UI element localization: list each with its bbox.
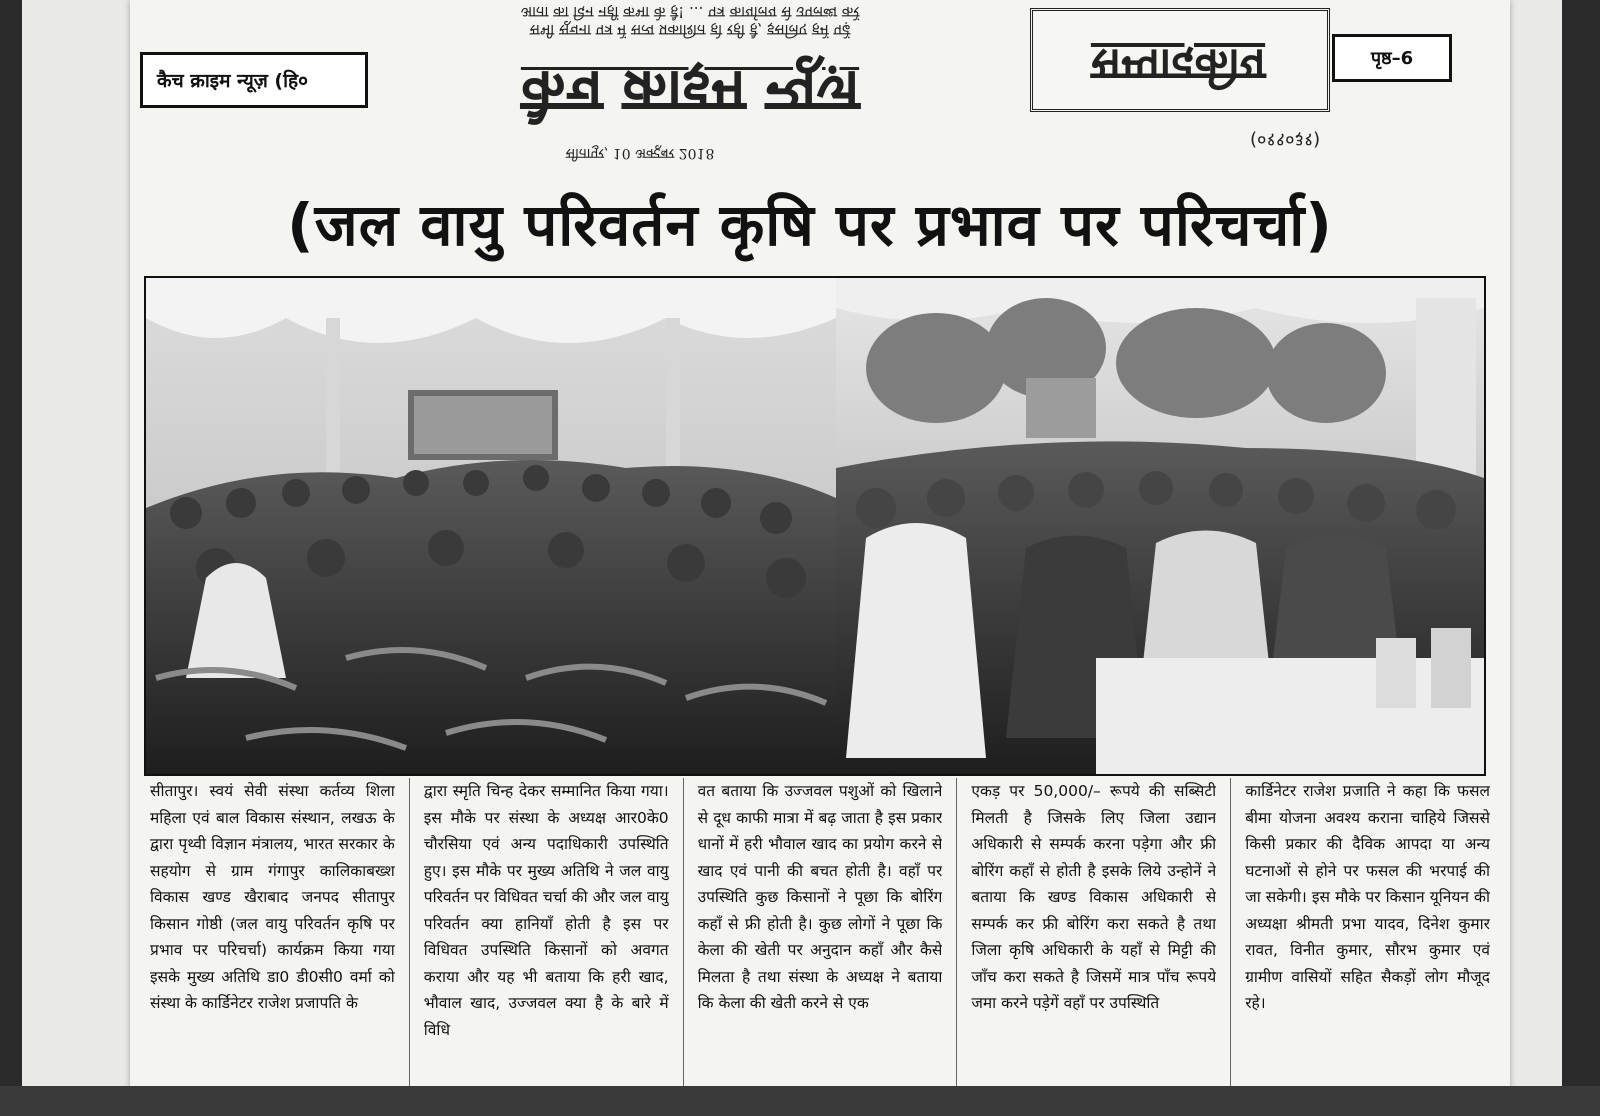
bleed-through-date: सीतापुर, 10 अक्टूबर 2018 bbox=[565, 145, 715, 161]
column-divider bbox=[683, 778, 684, 1100]
headline: (जल वायु परिवर्तन कृषि पर प्रभाव पर परिचर्चा) bbox=[287, 190, 1333, 259]
bleed-through-box-title: सम्पादकीय bbox=[1090, 39, 1266, 90]
page-number: पृष्ठ–6 bbox=[1370, 48, 1414, 69]
event-photo-illustration bbox=[146, 278, 1484, 774]
column-divider bbox=[1230, 778, 1231, 1100]
page-bottom-edge bbox=[0, 1086, 1600, 1116]
newspaper-clipping bbox=[130, 0, 1510, 1100]
event-photo bbox=[144, 276, 1486, 776]
bleed-through-reg: (०१९०३१) bbox=[1250, 129, 1321, 150]
bleed-through-title: कैच क्राइम न्यूज़ bbox=[520, 58, 860, 126]
article-column-4: एकड़ पर 50,000/– रूपये की सब्सिटी मिलती है जिसके लिए जिला उद्यान अधिकारी से सम्पर्क करना पड़ेगा और फ्री बोरिंग कहाँ से होती है इसके लिये उन्होनें ने बताया कि खण्ड विकास अधिकारी से सम्पर्क कर फ्री बोरिंग करा सकते है तथा जिला कृषि अधिकारी के यहाँ से मिट्टी की जाँच करा सकते है जिसमें मात्र पाँच रूपये जमा करने पड़ेगें वहाँ पर उपस्थिति bbox=[971, 782, 1217, 1012]
article-column-1: सीतापुर। स्वयं सेवी संस्था कर्तव्य शिला महिला एवं बाल विकास संस्थान, लखऊ के द्वारा पृथ्वी विज्ञान मंत्रालय, भारत सरकार के सहयोग से ग्राम गंगापुर कालिकाबख्श विकास खण्ड खैराबाद जनपद सीतापुर किसान गोष्ठी (जल वायु परिवर्तन कृषि पर प्रभाव पर परिचर्चा) कार्यक्रम किया गया इसके मुख्य अतिथि डा0 डी0सी0 वर्मा को संस्था के कार्डिनेटर राजेश प्रजापति के bbox=[150, 782, 395, 1012]
newspaper-name-box bbox=[140, 52, 368, 108]
article-column-2: द्वारा स्मृति चिन्ह देकर सम्मानित किया गया। इस मौके पर संस्था के अध्यक्ष आर0के0 चौरसिया एवं अन्य पदाधिकारी उपस्थिति हुए। इस मौके पर मुख्य अतिथि ने जल वायु परिवर्तन पर विधिवत चर्चा की और जल वायु परिवर्तन क्या हानियाँ होती है इस पर विधिवत उपस्थिति किसानों को अवगत कराया और यह भी बताया कि हरी खाद, भौवाल खाद, उज्जवल क्या है के बारे में विधि bbox=[423, 782, 669, 1039]
bleed-through-box bbox=[1030, 8, 1330, 112]
bleed-through-masthead bbox=[380, 0, 1000, 134]
bleed-through-line-2: सभी सूचना पत्र में सत्य प्रकाशित हो रही है, इसलिए हमें पढ़ें bbox=[529, 21, 851, 39]
photo-left bbox=[146, 278, 836, 774]
newspaper-name: कैच क्राइम न्यूज़ (हि० bbox=[157, 70, 309, 92]
column-divider bbox=[409, 778, 410, 1100]
bleed-through-line-1: आता का दिन नहीं कभा के है! ... पत्र कार्यालय से उपलब्ध करें bbox=[520, 3, 860, 21]
scanned-sheet bbox=[22, 0, 1562, 1100]
article-body bbox=[150, 778, 1490, 1100]
photo-right bbox=[836, 278, 1484, 774]
column-divider bbox=[956, 778, 957, 1100]
article-column-3: वत बताया कि उज्जवल पशुओं को खिलाने से दूध काफी मात्रा में बढ़ जाता है इस प्रकार धानों में हरी भौवाल खाद का प्रयोग करने से खाद एवं पानी की बचत होती है। वहाँ पर उपस्थिति कुछ किसानों ने पूछा कि बोरिंग कहाँ से फ्री होती है। कुछ लोगों ने पूछा कि केला की खेती पर अनुदान कहाँ और कैसे मिलता है तथा संस्था के अध्यक्ष ने बताया कि केला की खेती करने से एक bbox=[697, 782, 943, 1012]
article-column-5: कार्डिनेटर राजेश प्रजाति ने कहा कि फसल बीमा योजना अवश्य कराना चाहिये जिससे किसी प्रकार की दैविक आपदा या अन्य घटनाओं से होने पर फसल की भरपाई की जा सकेगी। इस मौके पर किसान यूनियन की अध्यक्षा श्रीमती प्रभा यादव, दिनेश कुमार रावत, विनीत कुमार, सौरभ कुमार एवं ग्रामीण वासियों सहित सैकड़ों लोग मौजूद रहे। bbox=[1245, 782, 1490, 1012]
page-number-box bbox=[1332, 34, 1452, 82]
